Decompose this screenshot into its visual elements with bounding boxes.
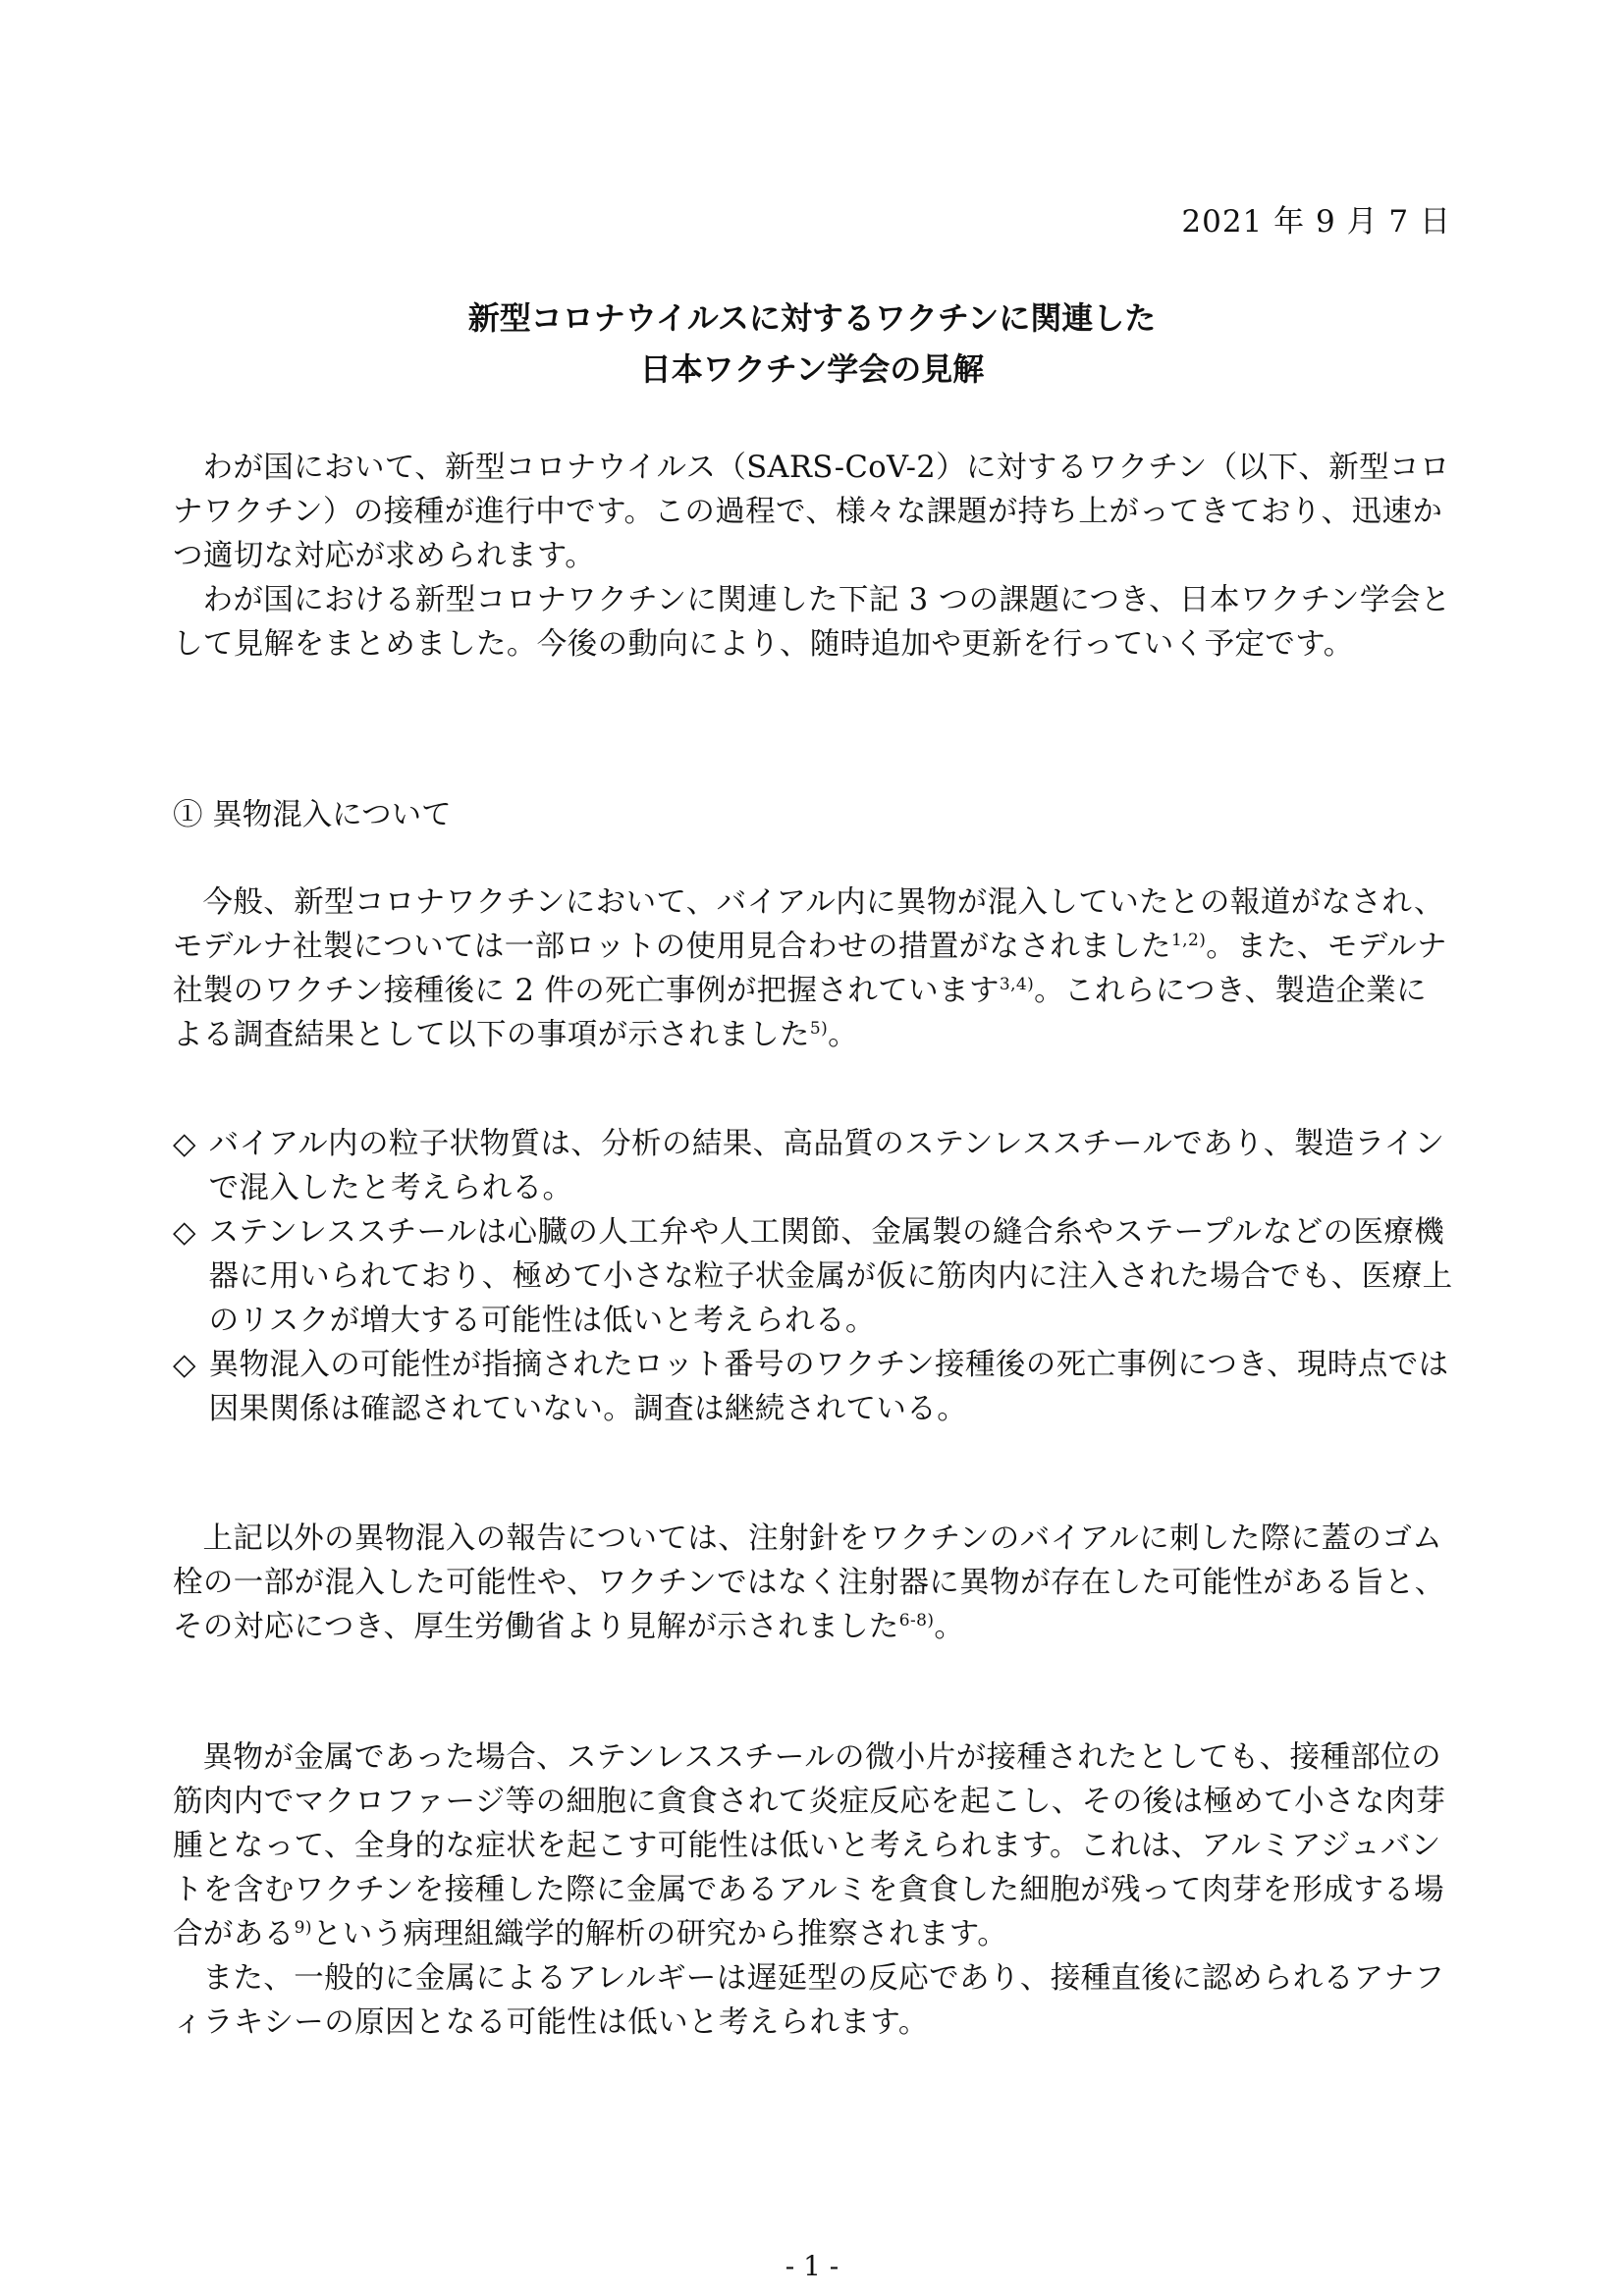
paragraph-text: 異物が金属であった場合、ステンレススチールの微小片が接種されたとしても、接種部位の筋肉内でマクロファージ等の細胞に貪食されて炎症反応を起こし、その後は極めて小さな肉芽腫となって、全身的な症状を起こす可能性は低いと考えられます。これは、アルミアジュバントを含むワクチンを接種した際に金属であるアルミを貪食した細胞が残って肉芽を形成する場合がある [173, 1740, 1446, 1951]
intro-paragraph-1: わが国において、新型コロナウイルス（SARS-CoV-2）に対するワクチン（以下、新型コロナワクチン）の接種が進行中です。この過程で、様々な課題が持ち上がってきており、迅速かつ適切な対応が求められます。 [173, 451, 1450, 573]
reference-marker: 6-8) [898, 1610, 935, 1630]
page-number: - 1 - [785, 2250, 839, 2282]
section-1-heading: ① 異物混入について [173, 798, 452, 832]
diamond-bullet-icon: ◇ [173, 1348, 196, 1382]
document-title [0, 293, 1624, 395]
list-item [173, 1343, 1453, 1431]
list-item [173, 1210, 1453, 1343]
reference-marker: 9) [294, 1917, 312, 1938]
section-1-paragraph-3 [173, 1735, 1453, 2045]
paragraph-text: 。 [934, 1610, 965, 1644]
title-line-2: 日本ワクチン学会の見解 [639, 350, 985, 388]
diamond-bullet-icon: ◇ [173, 1127, 196, 1161]
paragraph-text: 今般、新型コロナワクチンにおいて、バイアル内に異物が混入していたとの報道がなされ、モデルナ社製については一部ロットの使用見合わせの措置がなされました [173, 885, 1444, 964]
section-1-paragraph-1 [173, 881, 1453, 1057]
intro-paragraph-2: わが国における新型コロナワクチンに関連した下記 3 つの課題につき、日本ワクチン学会として見解をまとめました。今後の動向により、随時追加や更新を行っていく予定です。 [173, 583, 1451, 662]
list-item-text: バイアル内の粒子状物質は、分析の結果、高品質のステンレススチールであり、製造ラインで混入したと考えられる。 [208, 1127, 1445, 1205]
paragraph-text: という病理組織学的解析の研究から推察されます。 [311, 1917, 1008, 1951]
list-item [173, 1122, 1453, 1210]
paragraph-text: 上記以外の異物混入の報告については、注射針をワクチンのバイアルに刺した際に蓋のゴム栓の一部が混入した可能性や、ワクチンではなく注射器に異物が存在した可能性がある旨と、その対応につき、厚生労働省より見解が示されました [173, 1522, 1445, 1644]
paragraph-text: 。 [828, 1018, 859, 1052]
reference-marker: 5) [809, 1018, 829, 1039]
paragraph-text: 。これらにつき、製造企業による調査結果として以下の事項が示されました [173, 974, 1428, 1052]
paragraph-text: 。また、モデルナ社製のワクチン接種後に 2 件の死亡事例が把握されています [173, 930, 1447, 1008]
reference-marker: 3,4) [999, 974, 1035, 994]
list-item-text: 異物混入の可能性が指摘されたロット番号のワクチン接種後の死亡事例につき、現時点では因果関係は確認されていない。調査は継続されている。 [208, 1348, 1449, 1426]
document-date: 2021 年 9 月 7 日 [1181, 204, 1451, 240]
title-line-1: 新型コロナウイルスに対するワクチンに関連した [467, 299, 1157, 337]
list-item-text: ステンレススチールは心臓の人工弁や人工関節、金属製の縫合糸やステープルなどの医療機器に用いられており、極めて小さな粒子状金属が仮に筋肉内に注入された場合でも、医療上のリスクが増大する可能性は低いと考えられる。 [208, 1215, 1453, 1338]
diamond-bullet-icon: ◇ [173, 1215, 196, 1250]
reference-marker: 1,2) [1170, 930, 1207, 950]
intro-section [173, 446, 1453, 667]
section-1-paragraph-2 [173, 1517, 1453, 1649]
section-1-paragraph-4: また、一般的に金属によるアレルギーは遅延型の反応であり、接種直後に認められるアナフィラキシーの原因となる可能性は低いと考えられます。 [173, 1961, 1445, 2040]
findings-list [173, 1122, 1453, 1431]
